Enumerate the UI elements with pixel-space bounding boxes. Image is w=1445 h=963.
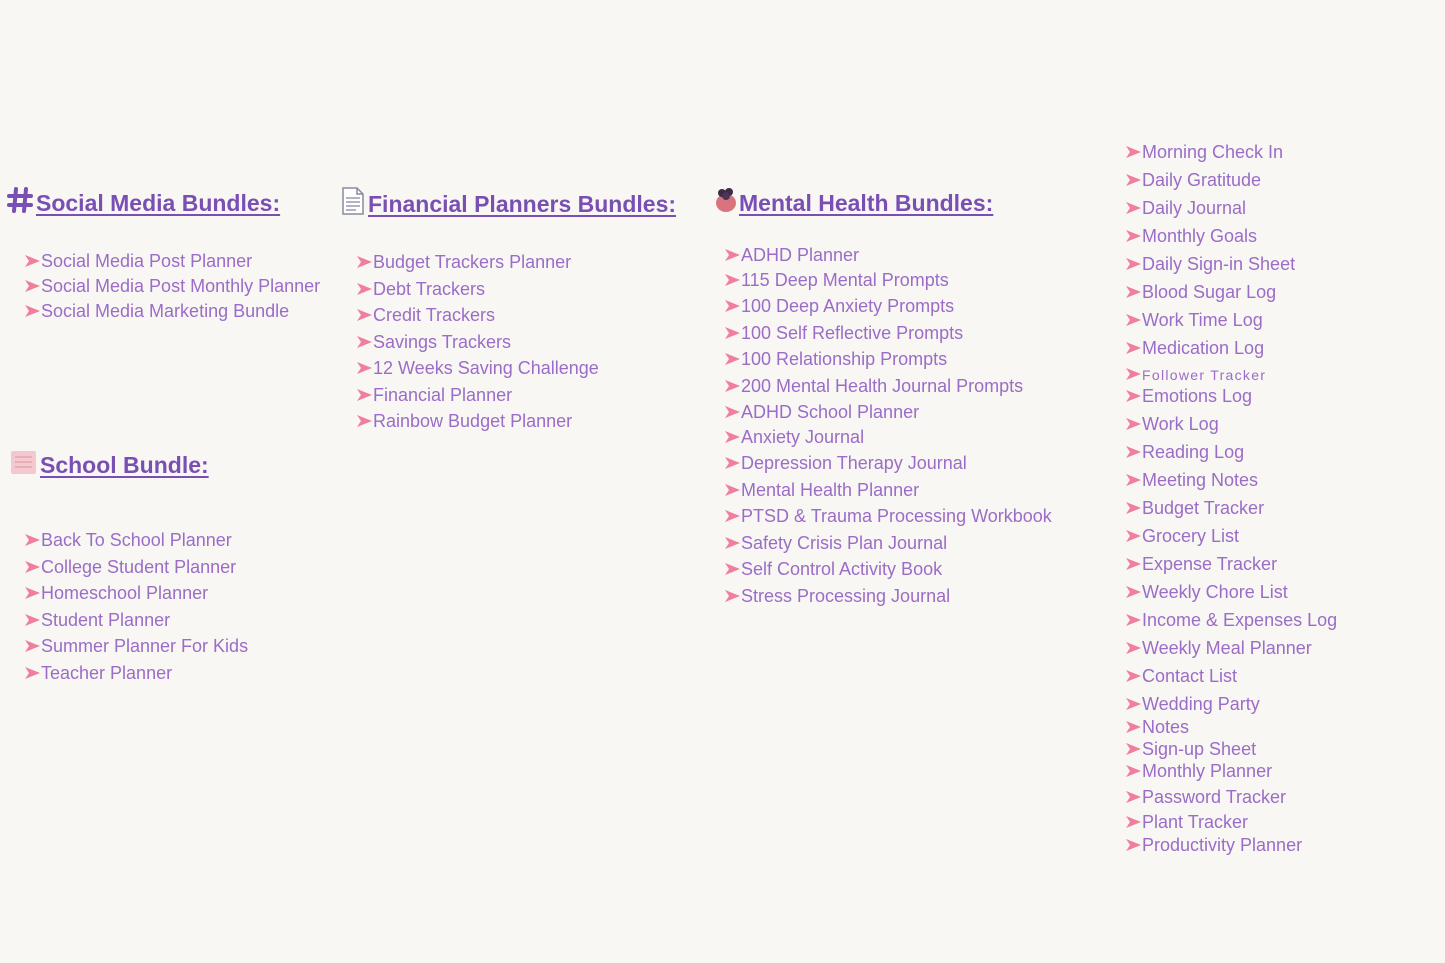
list-item[interactable] [356, 304, 495, 326]
list-item[interactable] [1125, 525, 1239, 547]
arrow-bullet-icon [356, 385, 373, 405]
arrow-bullet-icon [356, 332, 373, 352]
arrow-bullet-icon [24, 276, 41, 296]
list-item[interactable] [1125, 497, 1264, 519]
arrow-bullet-icon [1125, 498, 1142, 518]
arrow-bullet-icon [24, 663, 41, 683]
list-item[interactable] [24, 300, 289, 322]
arrow-bullet-icon [724, 323, 741, 343]
list-item-label: Medication Log [1142, 338, 1265, 358]
list-item[interactable] [356, 331, 511, 353]
arrow-bullet-icon [1125, 414, 1142, 434]
list-item[interactable] [1125, 581, 1288, 603]
list-item[interactable] [1125, 253, 1295, 275]
list-item-label: Rainbow Budget Planner [373, 411, 573, 431]
list-item[interactable] [24, 529, 232, 551]
list-item-label: PTSD & Trauma Processing Workbook [741, 506, 1052, 526]
list-item-label: 100 Self Reflective Prompts [741, 323, 964, 343]
arrow-bullet-icon [724, 245, 741, 265]
list-item-label: Budget Tracker [1142, 498, 1265, 518]
arrow-bullet-icon [724, 533, 741, 553]
list-item-label: Self Control Activity Book [741, 559, 943, 579]
list-item-label: Sign-up Sheet [1142, 739, 1257, 759]
list-item-label: Emotions Log [1142, 386, 1253, 406]
arrow-bullet-icon [1125, 694, 1142, 714]
list-item[interactable] [1125, 309, 1263, 331]
list-item-label: Wedding Party [1142, 694, 1260, 714]
list-item-label: Reading Log [1142, 442, 1245, 462]
list-item-label: Daily Gratitude [1142, 170, 1262, 190]
arrow-bullet-icon [1125, 666, 1142, 686]
list-item-label: Stress Processing Journal [741, 586, 951, 606]
list-item-label: Homeschool Planner [41, 583, 209, 603]
list-item[interactable] [724, 401, 919, 423]
list-item[interactable] [1125, 364, 1266, 386]
list-item-label: Morning Check In [1142, 142, 1284, 162]
list-item[interactable] [1125, 693, 1260, 715]
arrow-bullet-icon [1125, 226, 1142, 246]
social-media-bundles-title: Social Media Bundles: [36, 189, 281, 216]
list-item-label: College Student Planner [41, 556, 237, 577]
list-item-label: Teacher Planner [41, 662, 173, 683]
list-item[interactable] [1125, 469, 1258, 491]
arrow-bullet-icon [1125, 198, 1142, 218]
list-item-label: Expense Tracker [1142, 554, 1278, 574]
list-item[interactable] [24, 635, 248, 657]
social-media-bundles-heading[interactable] [6, 186, 280, 220]
list-item[interactable] [356, 384, 512, 406]
list-item[interactable] [24, 662, 172, 684]
arrow-bullet-icon [1125, 554, 1142, 574]
arrow-bullet-icon [724, 296, 741, 316]
arrow-bullet-icon [356, 252, 373, 272]
list-item-label: Social Media Marketing Bundle [41, 301, 290, 321]
list-item-label: ADHD Planner [741, 245, 860, 265]
list-item[interactable] [1125, 553, 1277, 575]
list-item[interactable] [1125, 834, 1302, 856]
hashtag-icon [6, 186, 34, 220]
list-item-label: 200 Mental Health Journal Prompts [741, 376, 1024, 396]
list-item[interactable] [724, 505, 1052, 527]
list-item[interactable] [1125, 665, 1237, 687]
list-item[interactable] [1125, 141, 1283, 163]
list-item[interactable] [1125, 786, 1286, 808]
arrow-bullet-icon [724, 453, 741, 473]
arrow-bullet-icon [1125, 739, 1142, 759]
mental-health-bundles-title: Mental Health Bundles: [739, 189, 994, 216]
school-bundle-heading[interactable] [9, 448, 209, 482]
list-item[interactable] [356, 410, 572, 432]
list-item[interactable] [1125, 169, 1261, 191]
arrow-bullet-icon [356, 279, 373, 299]
list-item[interactable] [1125, 337, 1264, 359]
list-item[interactable] [724, 558, 942, 580]
list-item-label: 100 Relationship Prompts [741, 349, 948, 369]
list-item-label: Savings Trackers [373, 331, 512, 352]
arrow-bullet-icon [1125, 338, 1142, 358]
list-item-label: Follower Tracker [1142, 367, 1267, 383]
list-item-label: Contact List [1142, 666, 1238, 686]
arrow-bullet-icon [1125, 386, 1142, 406]
arrow-bullet-icon [1125, 582, 1142, 602]
list-item-label: Grocery List [1142, 526, 1240, 546]
list-item[interactable] [1125, 609, 1337, 631]
list-item-label: Income & Expenses Log [1142, 610, 1338, 630]
list-item[interactable] [1125, 413, 1219, 435]
financial-planners-bundles-heading[interactable] [340, 186, 676, 222]
list-item[interactable] [24, 556, 236, 578]
list-item[interactable] [724, 295, 954, 317]
list-item-label: Social Media Post Planner [41, 251, 253, 271]
arrow-bullet-icon [1125, 717, 1142, 737]
list-item-label: Weekly Chore List [1142, 582, 1288, 602]
arrow-bullet-icon [24, 636, 41, 656]
list-item-label: Daily Journal [1142, 198, 1247, 218]
list-item[interactable] [1125, 385, 1252, 407]
list-item[interactable] [356, 251, 571, 273]
financial-planners-bundles-title: Financial Planners Bundles: [368, 190, 677, 217]
mental-health-bundles-heading[interactable] [715, 186, 993, 220]
list-item[interactable] [1125, 281, 1276, 303]
list-item-label: Back To School Planner [41, 530, 232, 550]
list-item-label: Daily Sign-in Sheet [1142, 254, 1296, 274]
list-item-label: Notes [1142, 717, 1190, 737]
arrow-bullet-icon [1125, 526, 1142, 546]
list-item-label: Password Tracker [1142, 787, 1287, 807]
list-item[interactable] [724, 348, 947, 370]
list-item[interactable] [1125, 811, 1248, 833]
list-item[interactable] [724, 585, 950, 607]
arrow-bullet-icon [724, 376, 741, 396]
list-item-label: Meeting Notes [1142, 470, 1259, 490]
list-item[interactable] [24, 275, 320, 297]
list-item[interactable] [1125, 760, 1272, 782]
list-item-label: Work Log [1142, 414, 1219, 434]
arrow-bullet-icon [24, 557, 41, 577]
list-item-label: 12 Weeks Saving Challenge [373, 358, 599, 378]
arrow-bullet-icon [1125, 367, 1142, 383]
list-item[interactable] [1125, 738, 1256, 760]
list-item[interactable] [724, 426, 864, 448]
list-item-label: Student Planner [41, 609, 171, 630]
arrow-bullet-icon [356, 358, 373, 378]
list-item[interactable] [724, 532, 947, 554]
document-icon [340, 186, 366, 222]
arrow-bullet-icon [1125, 470, 1142, 490]
list-item-label: 100 Deep Anxiety Prompts [741, 296, 955, 316]
list-item-label: Monthly Goals [1142, 226, 1258, 246]
arrow-bullet-icon [1125, 835, 1142, 855]
arrow-bullet-icon [24, 583, 41, 603]
school-bundle-title: School Bundle: [40, 451, 209, 478]
arrow-bullet-icon [724, 506, 741, 526]
list-item-label: Weekly Meal Planner [1142, 638, 1312, 658]
arrow-bullet-icon [1125, 787, 1142, 807]
list-item-label: Plant Tracker [1142, 812, 1249, 832]
list-item[interactable] [1125, 197, 1246, 219]
list-item-label: Monthly Planner [1142, 761, 1273, 781]
notebook-icon [9, 448, 38, 482]
list-item-label: Anxiety Journal [741, 427, 865, 447]
arrow-bullet-icon [1125, 142, 1142, 162]
arrow-bullet-icon [24, 530, 41, 550]
list-item[interactable] [724, 269, 949, 291]
arrow-bullet-icon [724, 480, 741, 500]
list-item[interactable] [24, 609, 170, 631]
arrow-bullet-icon [724, 427, 741, 447]
arrow-bullet-icon [24, 251, 41, 271]
arrow-bullet-icon [1125, 254, 1142, 274]
list-item-label: Social Media Post Monthly Planner [41, 276, 321, 296]
arrow-bullet-icon [724, 586, 741, 606]
arrow-bullet-icon [356, 305, 373, 325]
list-item[interactable] [724, 375, 1023, 397]
arrow-bullet-icon [1125, 610, 1142, 630]
arrow-bullet-icon [724, 270, 741, 290]
list-item-label: Budget Trackers Planner [373, 252, 572, 272]
list-item-label: Debt Trackers [373, 278, 486, 299]
list-item[interactable] [724, 479, 919, 501]
arrow-bullet-icon [24, 301, 41, 321]
list-item-label: Productivity Planner [1142, 835, 1303, 855]
list-item[interactable] [24, 250, 252, 272]
arrow-bullet-icon [724, 402, 741, 422]
list-item-label: Summer Planner For Kids [41, 636, 249, 656]
arrow-bullet-icon [724, 349, 741, 369]
list-item-label: ADHD School Planner [741, 402, 920, 422]
arrow-bullet-icon [1125, 282, 1142, 302]
arrow-bullet-icon [724, 559, 741, 579]
list-item[interactable] [356, 278, 485, 300]
arrow-bullet-icon [1125, 310, 1142, 330]
arrow-bullet-icon [24, 610, 41, 630]
list-item[interactable] [1125, 637, 1312, 659]
arrow-bullet-icon [356, 411, 373, 431]
list-item-label: Work Time Log [1142, 310, 1263, 330]
list-item-label: 115 Deep Mental Prompts [741, 270, 949, 290]
list-item[interactable] [24, 582, 208, 604]
list-item[interactable] [1125, 716, 1189, 738]
list-item-label: Credit Trackers [373, 305, 496, 325]
arrow-bullet-icon [1125, 442, 1142, 462]
list-item[interactable] [356, 357, 599, 379]
list-item[interactable] [1125, 441, 1244, 463]
brain-icon [715, 186, 737, 220]
arrow-bullet-icon [1125, 812, 1142, 832]
list-item-label: Financial Planner [373, 384, 513, 405]
arrow-bullet-icon [1125, 170, 1142, 190]
list-item-label: Blood Sugar Log [1142, 282, 1277, 302]
arrow-bullet-icon [1125, 761, 1142, 781]
list-item-label: Safety Crisis Plan Journal [741, 533, 948, 553]
list-item[interactable] [724, 452, 967, 474]
list-item-label: Mental Health Planner [741, 480, 920, 500]
list-item[interactable] [1125, 225, 1257, 247]
list-item[interactable] [724, 244, 859, 266]
list-item-label: Depression Therapy Journal [741, 453, 967, 473]
list-item[interactable] [724, 322, 963, 344]
arrow-bullet-icon [1125, 638, 1142, 658]
